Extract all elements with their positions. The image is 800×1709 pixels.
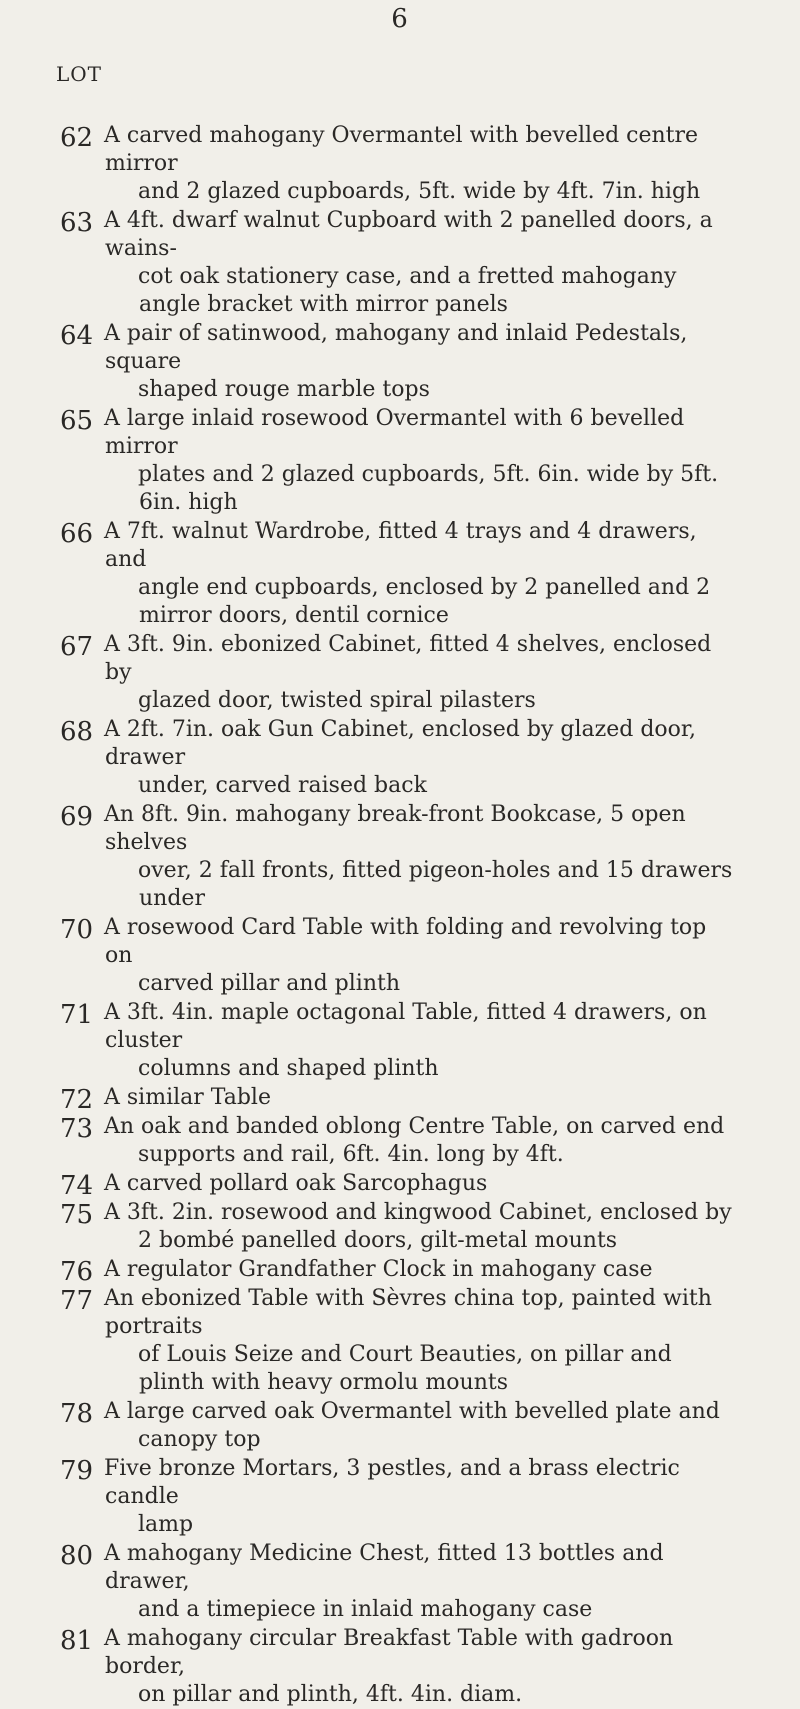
lot-description-line: A regulator Grandfather Clock in mahogany case: [104, 1257, 653, 1282]
lot-description: [105, 1199, 735, 1255]
lot-description-continuation: canopy top: [138, 1427, 261, 1452]
lot-description: [105, 631, 735, 715]
lot-number: 65: [60, 406, 94, 436]
lot-description: [105, 405, 735, 517]
lot-description: [105, 1170, 735, 1198]
lot-number: 69: [60, 802, 94, 832]
lot-description-line: A 7ft. walnut Wardrobe, fitted 4 trays and 4 drawers, and: [104, 519, 697, 572]
lot-description-line: A 3ft. 9in. ebonized Cabinet, fitted 4 shelves, enclosed by: [104, 632, 712, 685]
lot-column-heading: LOT: [56, 62, 103, 86]
lot-description-line: A pair of satinwood, mahogany and inlaid Pedestals, square: [104, 321, 688, 374]
lot-description-continuation: on pillar and plinth, 4ft. 4in. diam.: [138, 1682, 523, 1707]
lot-description: [105, 122, 735, 206]
lot-description-line: A rosewood Card Table with folding and revolving top on: [104, 915, 707, 968]
lot-description-continuation: shaped rouge marble tops: [138, 377, 430, 402]
lot-number: 67: [60, 632, 94, 662]
lot-description-continuation: plates and 2 glazed cupboards, 5ft. 6in. wide by 5ft. 6in. high: [138, 462, 719, 515]
lot-description: [105, 801, 735, 913]
lot-description-line: A mahogany Medicine Chest, fitted 13 bottles and drawer,: [104, 1541, 664, 1594]
lot-number: 66: [60, 519, 94, 549]
lot-description-line: A carved mahogany Overmantel with bevelled centre mirror: [104, 123, 699, 176]
lot-number: 78: [60, 1399, 94, 1429]
page-number: 6: [391, 4, 409, 34]
lot-description-line: A 2ft. 7in. oak Gun Cabinet, enclosed by glazed door, drawer: [104, 717, 696, 770]
lot-number: 64: [60, 321, 94, 351]
lot-number: 70: [60, 915, 94, 945]
lot-description: [105, 518, 735, 630]
lot-description-line: A similar Table: [104, 1085, 271, 1110]
lot-description-continuation: under, carved raised back: [138, 773, 427, 798]
lot-description-line: An 8ft. 9in. mahogany break-front Bookcase, 5 open shelves: [104, 802, 686, 855]
lot-description-continuation: carved pillar and plinth: [138, 971, 400, 996]
lot-description: [105, 716, 735, 800]
lot-description: [105, 999, 735, 1083]
lot-description-line: A 3ft. 2in. rosewood and kingwood Cabinet, enclosed by: [104, 1200, 732, 1225]
lot-number: 79: [60, 1456, 94, 1486]
lot-description-line: A mahogany circular Breakfast Table with gadroon border,: [104, 1626, 674, 1679]
lot-description-line: A large inlaid rosewood Overmantel with 6 bevelled mirror: [104, 406, 685, 459]
lot-number: 76: [60, 1257, 94, 1287]
lot-description-continuation: and a timepiece in inlaid mahogany case: [138, 1597, 593, 1622]
lot-number: 77: [60, 1286, 94, 1316]
lot-description-continuation: 2 bombé panelled doors, gilt-metal mounts: [138, 1228, 618, 1253]
lot-description-line: A 3ft. 4in. maple octagonal Table, fitted 4 drawers, on cluster: [104, 1000, 707, 1053]
lot-description: [105, 1398, 735, 1454]
lot-description-continuation: angle end cupboards, enclosed by 2 panelled and 2 mirror doors, dentil cornice: [138, 575, 711, 628]
lot-description-line: A 4ft. dwarf walnut Cupboard with 2 panelled doors, a wains-: [104, 208, 713, 261]
lot-number: 74: [60, 1171, 94, 1201]
lot-description: [105, 1540, 735, 1624]
lot-description-line: A large carved oak Overmantel with bevelled plate and: [104, 1399, 720, 1424]
lot-description-line: A carved pollard oak Sarcophagus: [104, 1171, 488, 1196]
lot-description-continuation: over, 2 fall fronts, fitted pigeon-holes and 15 drawers under: [138, 858, 733, 911]
lot-number: 62: [60, 123, 94, 153]
lot-number: 75: [60, 1200, 94, 1230]
lot-description: [105, 1455, 735, 1539]
lot-description: [105, 1084, 735, 1112]
lot-number: 68: [60, 717, 94, 747]
lot-description-line: An oak and banded oblong Centre Table, on carved end: [104, 1114, 725, 1139]
lot-description-continuation: glazed door, twisted spiral pilasters: [138, 688, 536, 713]
lot-description: [105, 1113, 735, 1169]
lot-description: [105, 914, 735, 998]
lot-description-continuation: lamp: [138, 1512, 194, 1537]
lot-description: [105, 207, 735, 319]
lot-description-continuation: columns and shaped plinth: [138, 1056, 439, 1081]
lot-description-line: An ebonized Table with Sèvres china top, painted with portraits: [104, 1286, 712, 1339]
lot-description-continuation: and 2 glazed cupboards, 5ft. wide by 4ft. 7in. high: [138, 179, 701, 204]
lot-number: 80: [60, 1541, 94, 1571]
lot-number: 72: [60, 1085, 94, 1115]
lot-description: [105, 1625, 735, 1709]
lot-number: 63: [60, 208, 94, 238]
lot-description-line: Five bronze Mortars, 3 pestles, and a brass electric candle: [104, 1456, 680, 1509]
lot-description: [105, 1256, 735, 1284]
lot-description: [105, 320, 735, 404]
lot-number: 73: [60, 1114, 94, 1144]
lot-description-continuation: cot oak stationery case, and a fretted mahogany angle bracket with mirror panels: [138, 264, 677, 317]
lot-description-continuation: of Louis Seize and Court Beauties, on pillar and plinth with heavy ormolu mounts: [138, 1342, 672, 1395]
lot-number: 81: [60, 1626, 94, 1656]
lot-description-continuation: supports and rail, 6ft. 4in. long by 4ft.: [138, 1142, 564, 1167]
lot-description: [105, 1285, 735, 1397]
lot-number: 71: [60, 1000, 94, 1030]
